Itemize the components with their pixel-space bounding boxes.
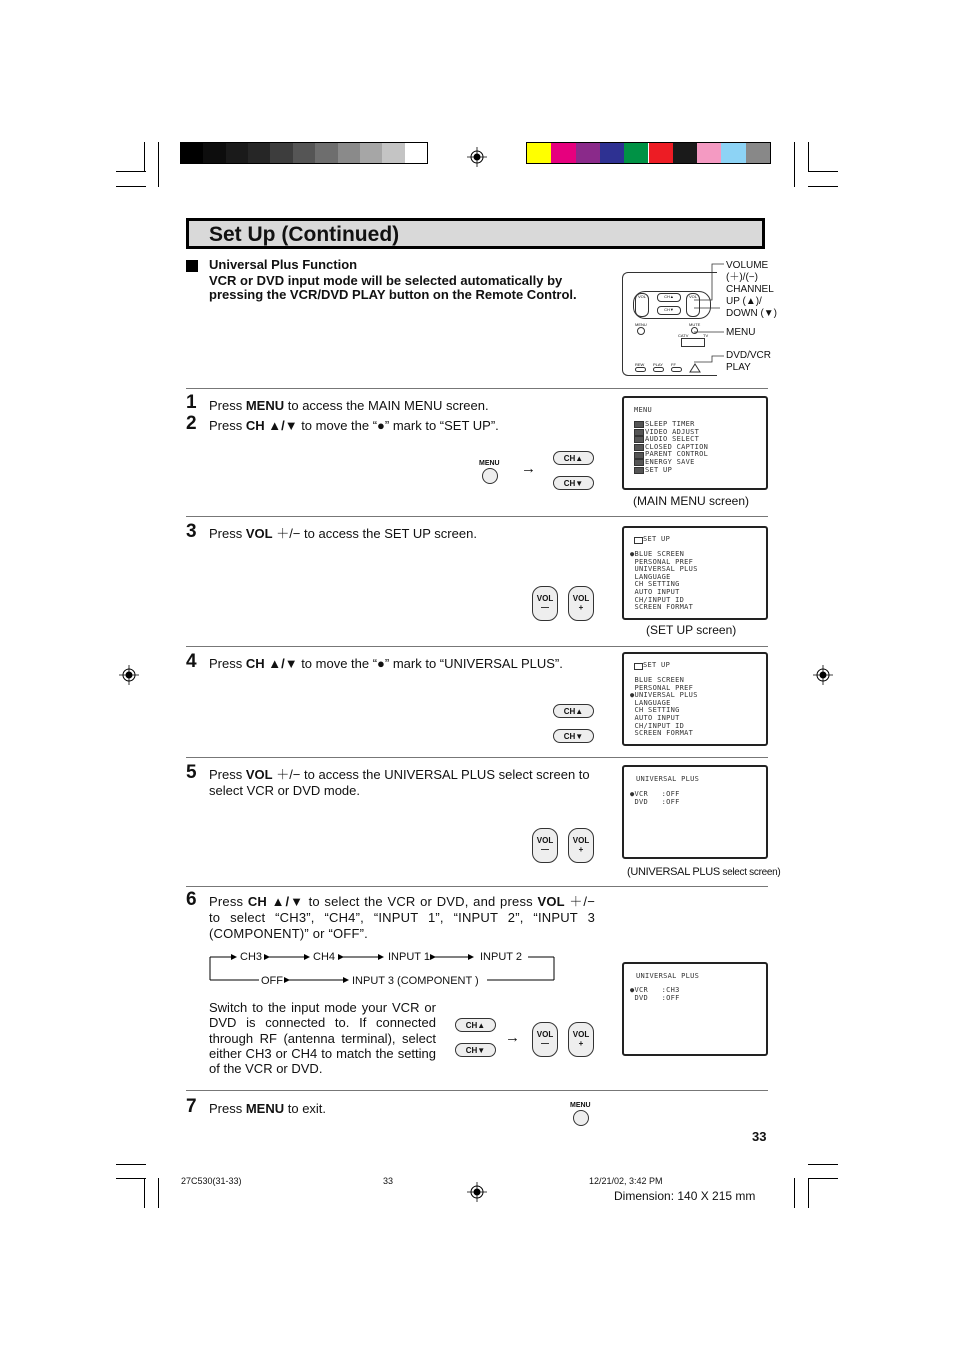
section-heading: Universal Plus Function: [209, 257, 358, 272]
step-3-text: Press VOL ＋/− to access the SET UP screen.: [209, 526, 477, 541]
universal-plus-screen: [622, 962, 768, 1056]
screen-menu-item: DVD :OFF: [630, 797, 680, 806]
screen-item-list: [630, 677, 698, 738]
remote-rew-label: REW: [635, 362, 645, 367]
step-number: 6: [186, 889, 197, 910]
vol-minus-button: VOL —: [532, 586, 558, 621]
crop-mark: [794, 142, 795, 187]
step-1-text: Press MENU to access the MAIN MENU screen.: [209, 398, 489, 413]
crop-mark: [116, 1164, 146, 1165]
screen-menu-item: ●UNIVERSAL PLUS: [630, 691, 698, 700]
color-swatch: [338, 143, 360, 163]
flow-ch4: CH4: [313, 951, 336, 963]
step-6-text: Press CH ▲/▼ to select the VCR or DVD, and press VOL ＋/− to select “CH3”, “CH4”, “INPUT 1”, “INPUT 2”, “INPUT 3 (COMPONENT)” or “OFF”.: [209, 894, 596, 941]
crop-mark: [808, 1178, 838, 1179]
crop-mark: [144, 142, 145, 172]
divider: [186, 1090, 768, 1091]
vol-minus-button: VOL —: [532, 1022, 558, 1057]
ch-up-button: CH▲: [553, 704, 594, 718]
screen-menu-item: SCREEN FORMAT: [630, 729, 694, 738]
color-swatch: [746, 143, 770, 163]
registration-mark-icon: [467, 1182, 487, 1202]
screen-menu-item: CH/INPUT ID: [630, 721, 685, 730]
setup-screen: [622, 526, 768, 620]
crop-mark: [794, 1178, 795, 1208]
title-bar: [186, 218, 765, 249]
vol-plus-button: VOL +: [568, 1022, 594, 1057]
menu-item-icon: [634, 429, 644, 436]
screen-menu-item: ●VCR :CH3: [630, 986, 680, 994]
screen-menu-item: AUTO INPUT: [630, 587, 680, 596]
screen-menu-item: VIDEO ADJUST: [634, 429, 708, 437]
remote-menu-label: MENU: [635, 322, 647, 327]
color-swatch: [721, 143, 745, 163]
screen-caption: (SET UP screen): [646, 623, 737, 637]
remote-play-button: [653, 367, 664, 372]
crop-mark: [808, 1178, 809, 1208]
remote-vol-minus: VOL: [635, 293, 649, 317]
remote-play-label: PLAY: [653, 362, 663, 367]
crop-mark: [116, 171, 146, 172]
step-2-text: Press CH ▲/▼ to move the “●” mark to “SET UP”.: [209, 418, 499, 433]
screen-header: MENU: [634, 406, 653, 414]
flow-input1: INPUT 1: [388, 951, 430, 963]
footer-file: 27C530(31-33): [181, 1176, 242, 1186]
screen-menu-item: CH SETTING: [630, 580, 680, 589]
color-swatch: [649, 143, 673, 163]
divider: [186, 646, 768, 647]
divider: [186, 757, 768, 758]
arrow-icon: →: [505, 1029, 520, 1046]
menu-item-icon: [634, 467, 644, 474]
screen-menu-item: SCREEN FORMAT: [630, 603, 694, 612]
step-number: 1: [186, 392, 197, 413]
screen-menu-item: AUTO INPUT: [630, 713, 680, 722]
main-menu-screen: [622, 396, 768, 490]
section-bullet: [186, 260, 198, 272]
remote-ff-button: [671, 367, 682, 372]
footer-dimension: Dimension: 140 X 215 mm: [614, 1189, 756, 1203]
step-4-text: Press CH ▲/▼ to move the “●” mark to “UNIVERSAL PLUS”.: [209, 656, 563, 671]
crop-mark: [808, 1164, 838, 1165]
color-swatch: [405, 143, 427, 163]
screen-caption: (MAIN MENU screen): [633, 494, 750, 508]
gray-scale-bar: [180, 142, 428, 164]
flow-input3: INPUT 3 (COMPONENT ): [352, 975, 479, 987]
screen-header: UNIVERSAL PLUS: [636, 775, 700, 783]
step-number: 7: [186, 1096, 197, 1117]
remote-mute-label: MUTE: [689, 322, 701, 327]
color-bar: [526, 142, 771, 164]
screen-menu-item: LANGUAGE: [630, 572, 671, 581]
footer-date: 12/21/02, 3:42 PM: [589, 1176, 663, 1186]
screen-header: SET UP: [643, 661, 671, 669]
crop-mark: [144, 1178, 145, 1208]
vol-minus-button: VOL —: [532, 828, 558, 863]
setup-screen: [622, 652, 768, 746]
color-swatch: [527, 143, 551, 163]
color-swatch: [360, 143, 382, 163]
screen-item-list: [634, 421, 708, 474]
screen-item-list: [630, 987, 680, 1002]
crop-mark: [158, 142, 159, 187]
menu-item-icon: [634, 459, 644, 466]
menu-item-icon: [634, 452, 644, 459]
screen-menu-item: SET UP: [634, 467, 708, 475]
remote-ff-label: FF: [671, 362, 676, 367]
screen-menu-item: PERSONAL PREF: [630, 683, 694, 692]
callout-lines: [690, 262, 724, 374]
ch-down-button: CH▼: [553, 729, 594, 743]
registration-mark-icon: [813, 665, 833, 685]
ch-up-button: CH▲: [455, 1018, 496, 1032]
screen-menu-item: CH SETTING: [630, 706, 680, 715]
screen-menu-item: CLOSED CAPTION: [634, 444, 708, 452]
remote-catv-label: CATV: [678, 333, 689, 338]
color-swatch: [551, 143, 575, 163]
menu-button-label: MENU: [479, 460, 500, 467]
menu-button-label: MENU: [570, 1102, 591, 1109]
menu-item-icon: [634, 444, 644, 451]
screen-menu-item: AUDIO SELECT: [634, 436, 708, 444]
remote-rew-button: [635, 367, 646, 372]
screen-menu-item: LANGUAGE: [630, 698, 671, 707]
menu-button: [482, 468, 498, 484]
crop-mark: [808, 186, 838, 187]
remote-vol-plus: VOL: [686, 293, 700, 317]
remote-ch-down: CH▼: [657, 306, 681, 315]
color-swatch: [624, 143, 648, 163]
crop-mark: [808, 142, 809, 172]
step-5-text: Press VOL ＋/− to access the UNIVERSAL PLUS select screen to select VCR or DVD mode.: [209, 767, 590, 798]
screen-menu-item: CH/INPUT ID: [630, 595, 685, 604]
screen-menu-item: ENERGY SAVE: [634, 459, 708, 467]
step-7-text: Press MENU to exit.: [209, 1101, 327, 1116]
screen-caption: (UNIVERSAL PLUS select screen): [627, 866, 781, 878]
crop-mark: [116, 1178, 146, 1179]
screen-menu-item: SLEEP TIMER: [634, 421, 708, 429]
arrow-icon: →: [521, 460, 536, 477]
crop-mark: [116, 186, 146, 187]
color-swatch: [315, 143, 337, 163]
screen-menu-item: PERSONAL PREF: [630, 557, 694, 566]
step-number: 2: [186, 413, 197, 434]
screen-menu-item: ●VCR :OFF: [630, 790, 680, 798]
color-swatch: [203, 143, 225, 163]
universal-plus-screen: [622, 765, 768, 859]
vol-plus-button: VOL +: [568, 586, 594, 621]
callout-play: DVD/VCR PLAY: [726, 350, 772, 373]
step-6-note: Switch to the input mode your VCR or DVD is connected to. If connected through RF (antenna terminal), select either CH3 or CH4 to match the setting of the VCR or DVD.: [209, 1000, 436, 1077]
menu-item-icon: [634, 421, 644, 428]
screen-menu-item: BLUE SCREEN: [630, 676, 685, 684]
color-swatch: [673, 143, 697, 163]
registration-mark-icon: [467, 147, 487, 167]
screen-item-list: [630, 791, 680, 806]
setup-icon: [634, 537, 643, 544]
divider: [186, 516, 768, 517]
screen-header: SET UP: [643, 535, 671, 543]
remote-ch-up: CH▲: [657, 293, 681, 302]
page-number: 33: [752, 1129, 767, 1144]
color-swatch: [181, 143, 203, 163]
ch-up-button: CH▲: [553, 451, 594, 465]
page-title: Set Up (Continued): [209, 223, 400, 246]
menu-button: [573, 1110, 589, 1126]
color-swatch: [293, 143, 315, 163]
divider: [186, 886, 768, 887]
color-swatch: [382, 143, 404, 163]
screen-header: UNIVERSAL PLUS: [636, 972, 700, 980]
color-swatch: [576, 143, 600, 163]
ch-down-button: CH▼: [553, 476, 594, 490]
screen-menu-item: PARENT CONTROL: [634, 451, 708, 459]
divider: [186, 388, 768, 389]
crop-mark: [158, 1178, 159, 1208]
callout-volume: VOLUME (＋)/(−) CHANNEL UP (▲)/ DOWN (▼): [726, 260, 777, 319]
color-swatch: [600, 143, 624, 163]
registration-mark-icon: [119, 665, 139, 685]
screen-menu-item: UNIVERSAL PLUS: [630, 565, 698, 574]
callout-menu: MENU: [726, 327, 756, 338]
flow-input2: INPUT 2: [480, 951, 522, 963]
remote-tv-label: TV: [703, 333, 709, 338]
section-intro: VCR or DVD input mode will be selected automatically by pressing the VCR/DVD PLAY button on the Remote Control.: [209, 273, 577, 302]
footer-page: 33: [383, 1176, 394, 1186]
setup-icon: [634, 663, 643, 670]
color-swatch: [226, 143, 248, 163]
remote-menu-button: [637, 327, 645, 335]
ch-down-button: CH▼: [455, 1043, 496, 1057]
screen-menu-item: ●BLUE SCREEN: [630, 550, 685, 558]
crop-mark: [808, 171, 838, 172]
menu-item-icon: [634, 436, 644, 443]
flow-ch3: CH3: [240, 951, 263, 963]
color-swatch: [697, 143, 721, 163]
flow-off: OFF: [261, 975, 283, 987]
step-number: 3: [186, 521, 197, 542]
vol-plus-button: VOL +: [568, 828, 594, 863]
screen-item-list: [630, 551, 698, 612]
step-number: 5: [186, 762, 197, 783]
color-swatch: [248, 143, 270, 163]
step-number: 4: [186, 651, 197, 672]
screen-menu-item: DVD :OFF: [630, 993, 680, 1002]
color-swatch: [270, 143, 292, 163]
